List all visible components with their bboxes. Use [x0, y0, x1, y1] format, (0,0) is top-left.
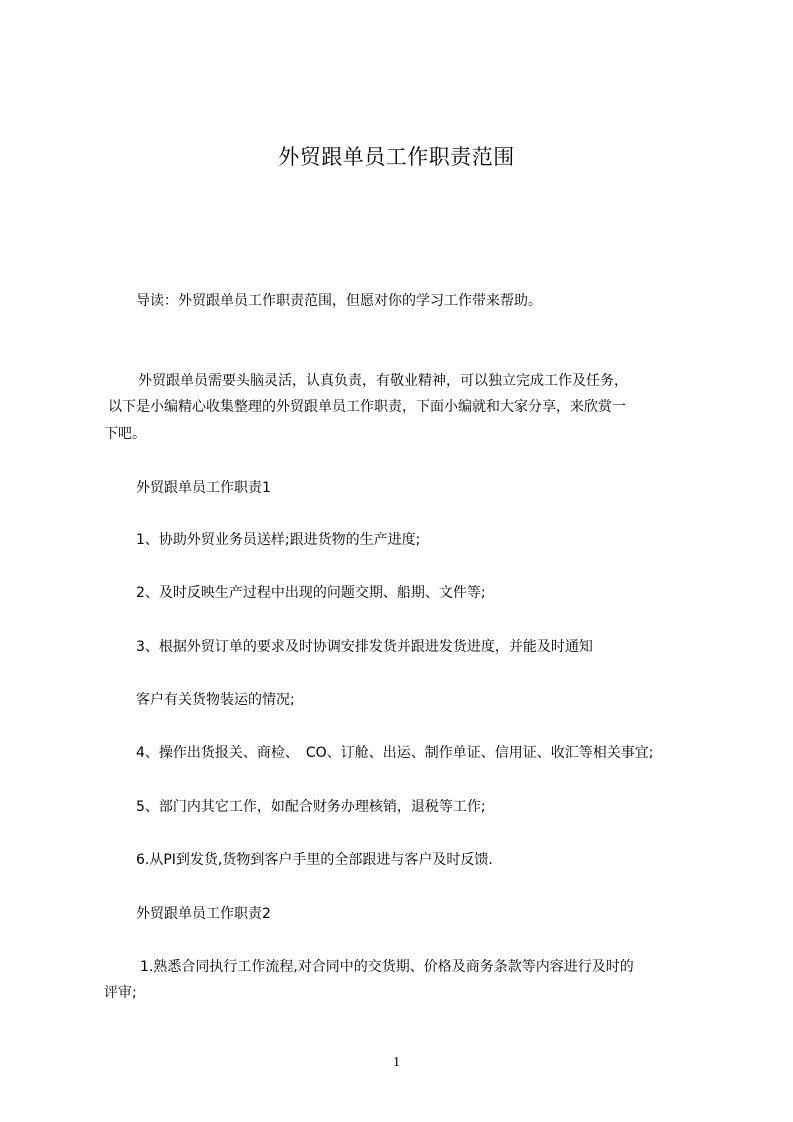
opening-paragraph-line-3: 下吧。 [104, 426, 146, 442]
intro-paragraph: 导读：外贸跟单员工作职责范围，但愿对你的学习工作带来帮助。 [136, 293, 542, 309]
section-1-heading: 外贸跟单员工作职责1 [136, 480, 271, 496]
section-1-item-3-continued: 客户有关货物装运的情况; [136, 692, 295, 708]
section-2-heading: 外贸跟单员工作职责2 [136, 906, 271, 922]
section-1-item-1: 1、协助外贸业务员送样;跟进货物的生产进度; [136, 532, 421, 548]
section-2-item-1-line-1: 1.熟悉合同执行工作流程,对合同中的交货期、价格及商务条款等内容进行及时的 [140, 959, 634, 975]
section-2-item-1-line-2: 评审; [104, 985, 137, 1001]
section-1-item-4: 4、操作出货报关、商检、 CO、订舱、出运、制作单证、信用证、收汇等相关事宜; [136, 745, 654, 761]
section-1-item-3: 3、根据外贸订单的要求及时协调安排发货并跟进发货进度，并能及时通知 [136, 639, 593, 655]
page-number: 1 [393, 1055, 400, 1070]
document-title: 外贸跟单员工作职责范围 [278, 145, 515, 169]
section-1-item-5: 5、部门内其它工作，如配合财务办理核销，退税等工作; [136, 799, 486, 815]
opening-paragraph-line-1: 外贸跟单员需要头脑灵活，认真负责，有敬业精神，可以独立完成工作及任务， [138, 373, 628, 389]
section-1-item-6: 6.从PI到发货,货物到客户手里的全部跟进与客户及时反馈. [136, 852, 493, 868]
opening-paragraph-line-2: 以下是小编精心收集整理的外贸跟单员工作职责，下面小编就和大家分享，来欣赏一 [108, 399, 626, 415]
section-1-item-2: 2、及时反映生产过程中出现的问题交期、船期、文件等; [136, 585, 486, 601]
